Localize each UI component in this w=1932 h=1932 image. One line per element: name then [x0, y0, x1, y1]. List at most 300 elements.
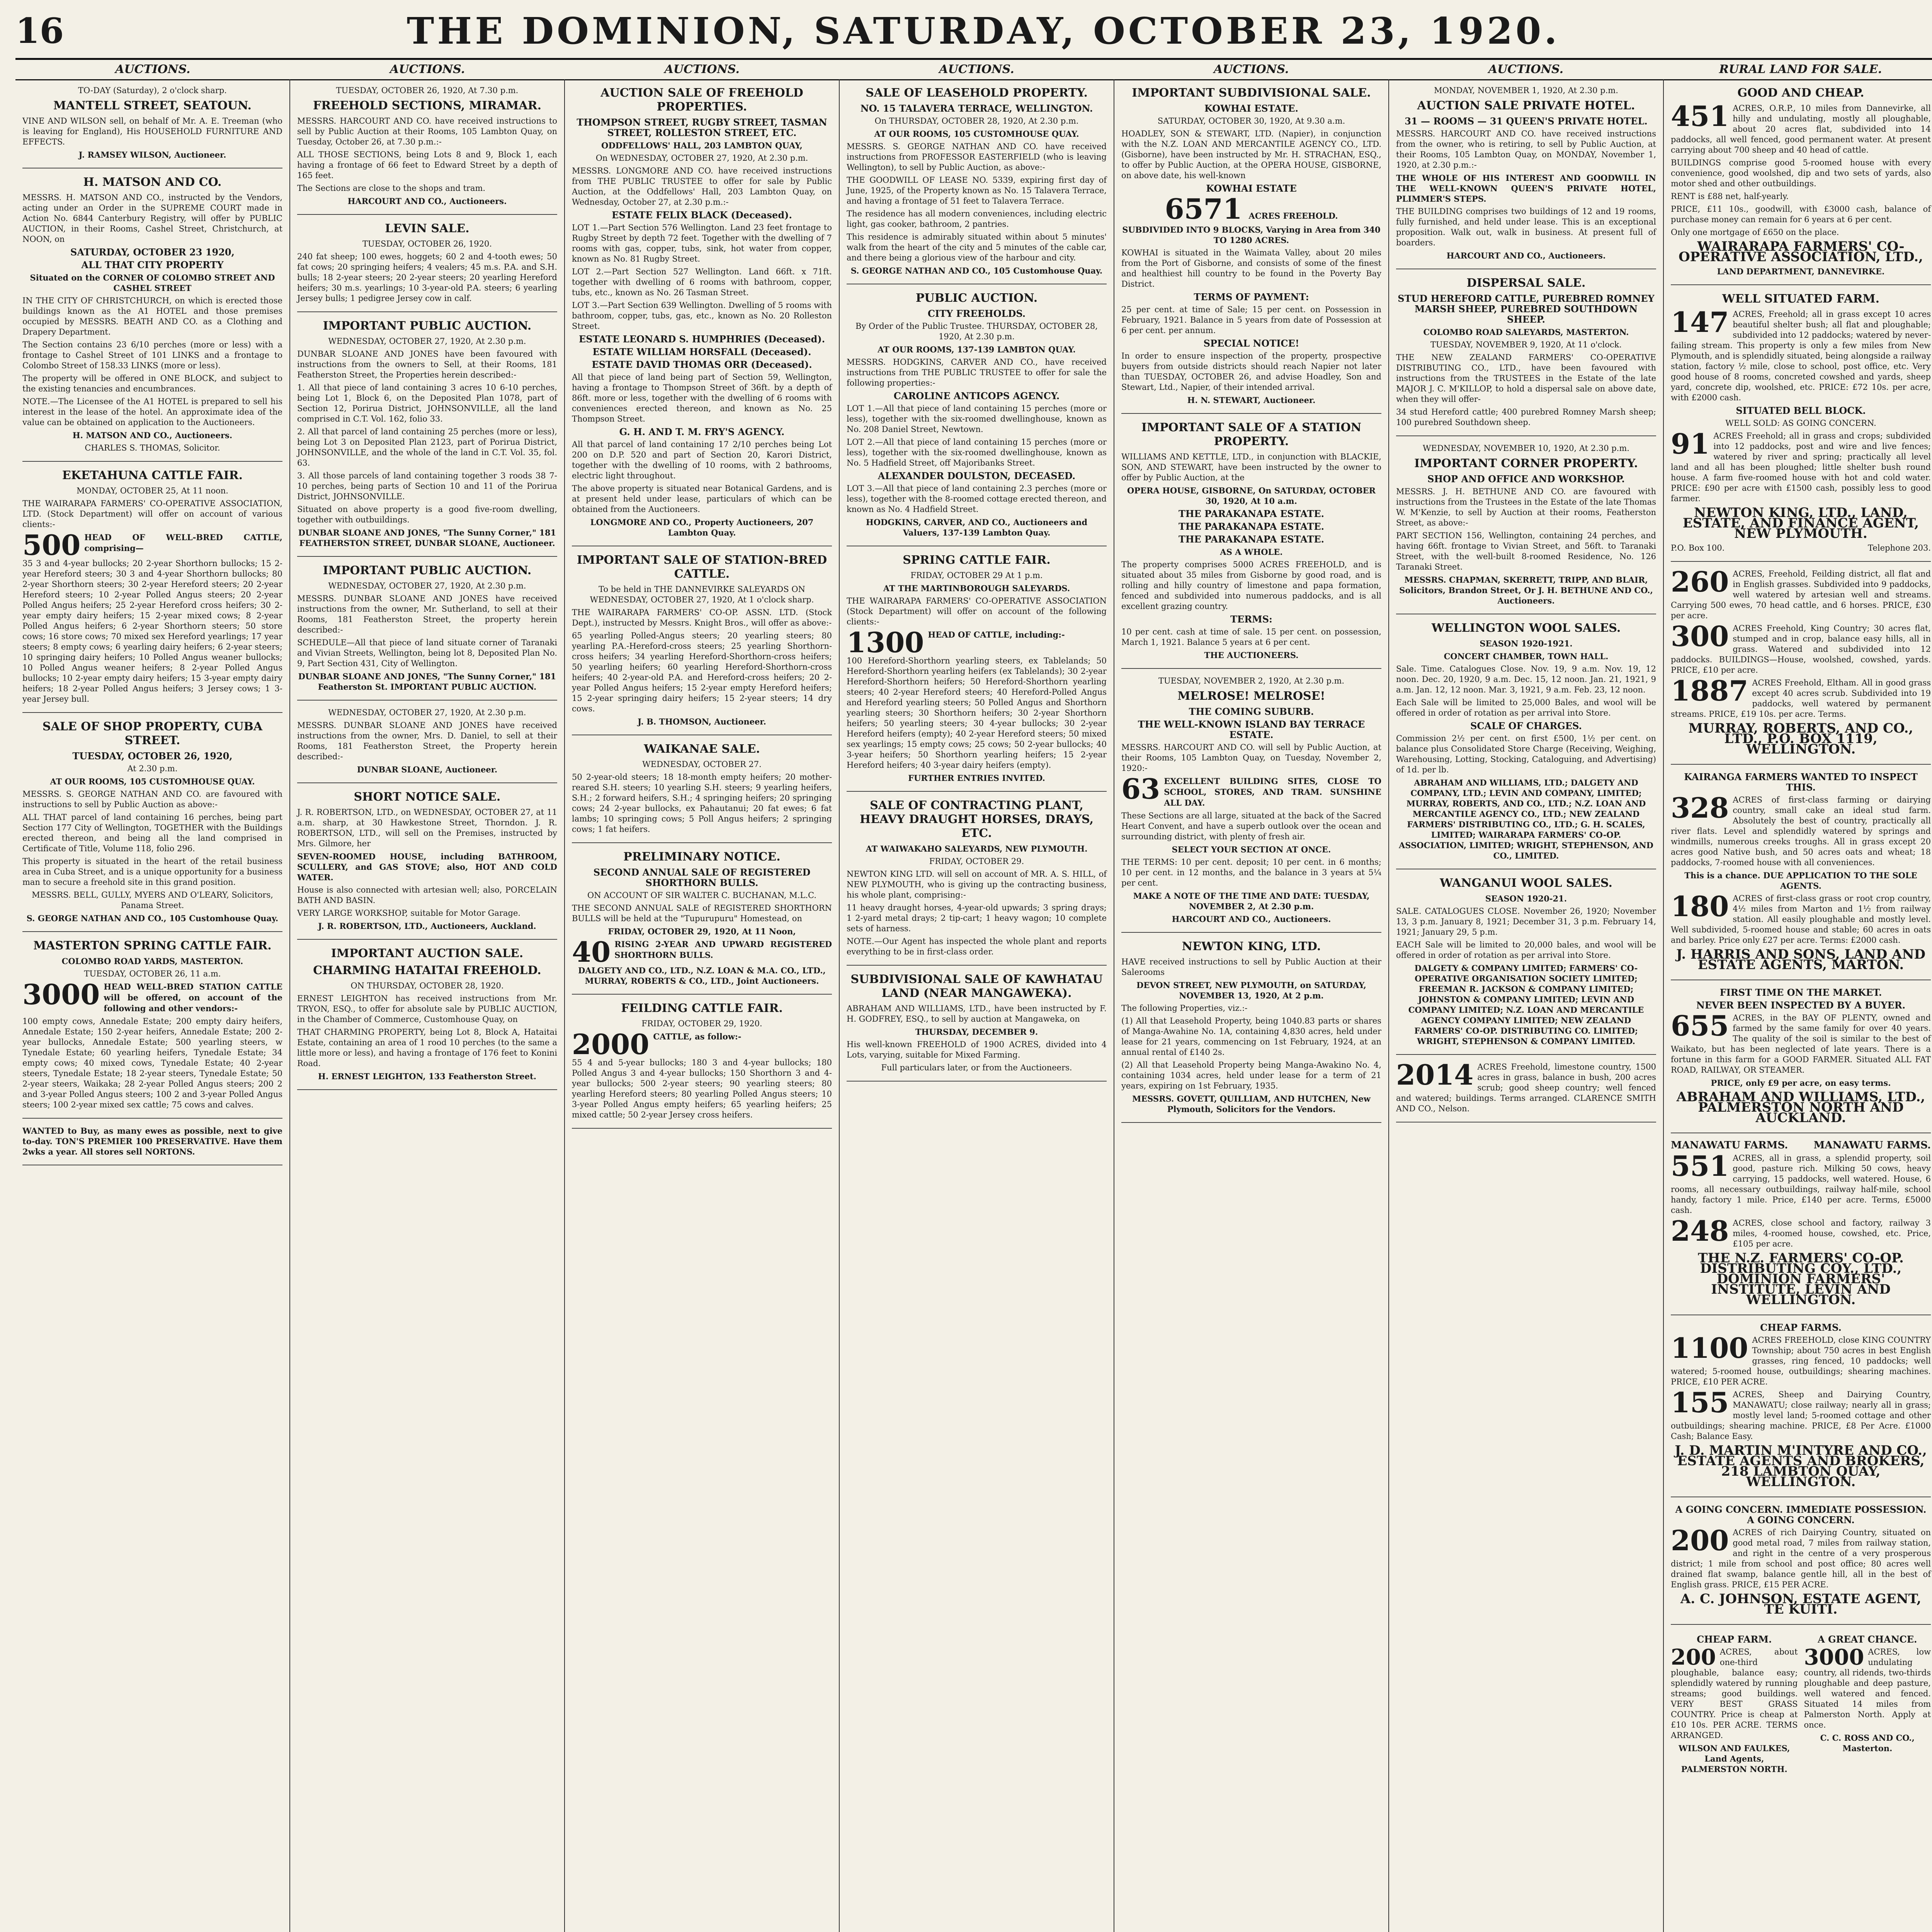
- ad-body: EACH Sale will be limited to 20,000 bales, and wool will be offered in order of rotation as per arrival into Store.: [1396, 940, 1656, 960]
- ad-body: PRICE, £11 10s., goodwill, with £3000 cash, balance of purchase money can remain for 6 years at 6 per cent.: [1671, 204, 1931, 224]
- ad-terms: 10 per cent. cash at time of sale. 15 per cent. on possession, March 1, 1921. Balance 5 years at 6 per cent.: [1121, 627, 1381, 647]
- ad-estate: THE PARAKANAPA ESTATE.: [1178, 508, 1324, 519]
- ad-body: MESSRS. DUNBAR SLOANE AND JONES have received instructions from the owner, Mr. Sutherland, to sell at their Rooms, 181 Featherston Street, the property herein described:-: [297, 594, 557, 634]
- ad-body: 1. All that piece of land containing 3 acres 10 6-10 perches, being Lot 1, Block 6, on the Deposited Plan 1078, part of Section 12, Porirua District, JOHNSONVILLE, all the land comprised in C.T. Vol. 162, folio 33.: [297, 383, 557, 423]
- ad-date: FRIDAY, OCTOBER 29, 1920.: [641, 1019, 762, 1028]
- ad-wellington-wool-sales: [1396, 621, 1656, 869]
- ad-body: MESSRS. H. MATSON AND CO., instructed by the Vendors, acting under an Order in the SUPREME COURT made in Action No. 6844 Canterbury Registry, will offer by PUBLIC AUCTION, in their Rooms, Cashel Street, Christchurch, at NOON, on: [22, 193, 282, 244]
- ad-masterton-spring-fair: [22, 939, 282, 1119]
- ad-subtitle: SEASON 1920-21.: [1485, 894, 1567, 903]
- ad-count: 3000: [1804, 1645, 1864, 1670]
- ad-body: THE BUILDING comprises two buildings of 12 and 19 rooms, fully furnished, and held under lease. This is an exceptional proposition. Walk out, walk in business. At present full of boarders.: [1396, 207, 1656, 247]
- ad-body: MESSRS. S. GEORGE NATHAN AND CO. have received instructions from PROFESSOR EASTERFIELD (who is leaving Wellington), to sell by Public Auction, as above:-: [847, 142, 1107, 172]
- ad-subtitle: SECOND ANNUAL SALE OF REGISTERED SHORTHORN BULLS.: [593, 867, 811, 888]
- newspaper-title: THE DOMINION, SATURDAY, OCTOBER 23, 1920.: [406, 9, 1560, 53]
- page-number: 16: [15, 10, 64, 51]
- ad-estate: ESTATE LEONARD S. HUMPHRIES (Deceased).: [578, 333, 825, 345]
- ad-title: SALE OF LEASEHOLD PROPERTY.: [866, 86, 1088, 100]
- ad-body: THAT CHARMING PROPERTY, being Lot 8, Block A, Hataitai Estate, containing an area of 1 rood 10 perches (to the same a little more or less), and having a frontage of 176 feet to Konini Road.: [297, 1027, 557, 1068]
- ad-signature: H. ERNEST LEIGHTON, 133 Featherston Street.: [318, 1071, 537, 1081]
- ad-list: 100 Hereford-Shorthorn yearling steers, ex Tablelands; 50 Hereford-Shorthorn yearling heifers (ex Tablelands); 30 2-year Hereford-Shorthorn heifers; 50 Hereford-Shorthorn yearling steers; 40 2-year Hereford steers; 40 Hereford-Polled Angus and Hereford yearling steers; 50 Polled Angus and Shorthorn yearling steers; 30 Shorthorn heifers; 30 2-year Shorthorn heifers; 50 yearling steers; 30 4-year bullocks; 30 2-year Hereford heifers (empty); 40 2-year Hereford steers; 50 mixed sex yearlings; 15 empty cows; 25 cows; 50 2-year bullocks; 40 3-year heifers; 50 Shorthorn yearling heifers; 15 2-year Hereford heifers; 40 3-year dairy heifers (empty).: [847, 656, 1107, 770]
- ad-body: THE NEW ZEALAND FARMERS' CO-OPERATIVE DISTRIBUTING CO., LTD., have been favoured with instructions from the TRUSTEES in the Estate of the late MAJOR J. C. M'KILLOP, to hold a dispersal sale on above date, when they will offer-: [1396, 353, 1656, 404]
- ad-location: AT OUR ROOMS, 105 CUSTOMHOUSE QUAY.: [874, 129, 1079, 139]
- ad-johnsonville: [297, 319, 557, 557]
- ad-count: 180: [1671, 890, 1729, 923]
- ad-count: 200: [1671, 1524, 1729, 1557]
- ad-title: A GOING CONCERN. IMMEDIATE POSSESSION. A GOING CONCERN.: [1675, 1504, 1927, 1526]
- ad-body: ACRES, close school and factory, railway 3 miles, 4-roomed house, cowshed, etc. Price, £105 per acre.: [1733, 1218, 1931, 1248]
- ad-estate: ALEXANDER DOULSTON, DECEASED.: [878, 470, 1076, 481]
- ad-date: TUESDAY, NOVEMBER 2, 1920, At 2.30 p.m.: [1158, 676, 1345, 685]
- ad-location: COLOMBO ROAD YARDS, MASTERTON.: [61, 956, 243, 966]
- ad-location: AT OUR ROOMS, 105 CUSTOMHOUSE QUAY.: [50, 777, 255, 786]
- ad-subtitle: NO. 15 TALAVERA TERRACE, WELLINGTON.: [860, 103, 1093, 114]
- ad-body: The property comprises 5000 ACRES FREEHOLD, and is situated about 35 miles from Gisborne by good road, and is rolling and hilly country of limestone and papa formation, fenced and subdivided into numerous paddocks, and is all excellent grazing country.: [1121, 560, 1381, 611]
- column-4: [840, 79, 1114, 1932]
- column-3: [565, 79, 840, 1932]
- ad-signature: DALGETY AND CO., LTD., N.Z. LOAN & M.A. CO., LTD., MURRAY, ROBERTS & CO., LTD., Joint Auctioneers.: [578, 966, 826, 986]
- ad-date: ON THURSDAY, OCTOBER 28, 1920.: [350, 981, 504, 990]
- ad-signature: LONGMORE AND CO., Property Auctioneers, 207 Lambton Quay.: [590, 517, 814, 537]
- ad-date: WEDNESDAY, OCTOBER 27, 1920, At 2.30 p.m.: [328, 337, 526, 346]
- columns: [15, 79, 1932, 1932]
- ad-list: 50 2-year-old steers; 18 18-month empty heifers; 20 mother-reared S.H. steers; 10 yearling S.H. steers; 9 yearling heifers, S.H.; 2 forward heifers, S.H.; 4 springing heifers; 20 springing cows; 24 2-year bullocks, ex Pahautanui; 20 fat ewes; 6 fat lambs; 10 springing cows; 5 Poll Angus heifers; 2 springing cows; 1 fat heifers.: [572, 772, 832, 834]
- ad-newton-king-properties: [1121, 940, 1381, 1123]
- ad-body: ACRES of first-class grass or root crop country, 4½ miles from Marton and 1½ from railway station. All easily ploughable and mostly level. Well subdivided, 5-roomed house and stable; 60 acres in oats and barley. Price only £27 per acre. Terms: £2000 cash.: [1671, 894, 1931, 945]
- ad-subtitle: THE COMING SUBURB.: [1189, 706, 1314, 717]
- ad-body: THE WHOLE OF HIS INTEREST AND GOODWILL IN THE WELL-KNOWN QUEEN'S PRIVATE HOTEL, PLIMMER'S STEPS.: [1396, 173, 1656, 204]
- ad-short-notice: [297, 790, 557, 940]
- ad-body: MESSRS. HARCOURT AND CO. have received instructions from the owner, who is retiring, to sell by Public Auction, at their Rooms, 105 Lambton Quay, on MONDAY, November 1, 1920, at 2.30 p.m.:-: [1396, 129, 1656, 170]
- ad-waikanae-sale: [572, 742, 832, 843]
- ad-time: At 2.30 p.m.: [127, 764, 178, 773]
- ad-signature: NEWTON KING, LTD., LAND, ESTATE, AND FINANCE AGENT, NEW PLYMOUTH.: [1682, 505, 1919, 541]
- ad-body: VERY LARGE WORKSHOP, suitable for Motor Garage.: [297, 908, 521, 918]
- ad-dispersal-sale: [1396, 276, 1656, 436]
- ad-date: On THURSDAY, OCTOBER 28, 1920, At 2.30 p.m.: [874, 116, 1079, 126]
- ad-signature: MURRAY, ROBERTS, AND CO., LTD., P.O. BOX 1119, WELLINGTON.: [1688, 721, 1913, 757]
- ad-body: THE WAIRARAPA FARMERS' CO-OPERATIVE ASSOCIATION (Stock Department) will offer on account of the following clients:-: [847, 596, 1107, 626]
- ad-body: ACRES, O.R.P., 10 miles from Dannevirke, all hilly and undulating, mostly all ploughable, about 20 acres flat, subdivided into 14 paddocks, all well fenced, good permanent water. At present carrying about 700 sheep and 40 head of cattle.: [1671, 104, 1931, 155]
- ad-estate: ESTATE FELIX BLACK (Deceased).: [612, 209, 792, 221]
- ad-signature: C. C. ROSS AND CO., Masterton.: [1820, 1733, 1915, 1753]
- ad-date: WEDNESDAY, OCTOBER 27, 1920, At 2.30 p.m.: [328, 581, 526, 590]
- ad-date: FRIDAY, OCTOBER 29.: [929, 857, 1024, 866]
- ad-melrose: [1121, 676, 1381, 933]
- ad-terms-title: TERMS OF PAYMENT:: [1194, 291, 1309, 303]
- ad-body: Situated on above property is a good five-room dwelling, together with outbuildings.: [297, 505, 557, 524]
- column-7: [1664, 79, 1932, 1932]
- column-head-3: AUCTIONS.: [664, 63, 740, 76]
- ad-signature: MESSRS. GOVETT, QUILLIAM, AND HUTCHEN, New Plymouth, Solicitors for the Vendors.: [1132, 1094, 1371, 1114]
- ad-terms: THE TERMS: 10 per cent. deposit; 10 per cent. in 6 months; 10 per cent. in 12 months, and the balance in 3 years at 5¼ per cent.: [1121, 857, 1381, 888]
- ad-title: IMPORTANT SALE OF STATION-BRED CATTLE.: [577, 553, 827, 581]
- ad-kairanga-farmers: [1671, 772, 1931, 980]
- ad-estate: ESTATE DAVID THOMAS ORR (Deceased).: [592, 359, 812, 370]
- ad-lot: (1) All that Leasehold Property, being 1040.83 parts or shares of Manga-Awahine No. 1A, containing 4,830 acres, held under lease for 21 years, commencing on 1st February, 1924, at an annual rental of £140 2s.: [1121, 1016, 1381, 1057]
- ad-lot: LOT 1.—Part Section 576 Wellington. Land 23 feet frontage to Rugby Street by depth 72 feet. Together with the dwelling of 7 rooms with gas, copper, tubs, sink, hot water from copper, known as No. 81 Rugby Street.: [572, 223, 832, 264]
- ad-feilding-cattle-fair: [572, 1002, 832, 1129]
- ad-special: In order to ensure inspection of the property, prospective buyers from outside districts should reach Napier not later than TUESDAY, OCTOBER 26, and advise Hoadley, Son and Stewart, Ltd., Napier, of their intended arrival.: [1121, 351, 1381, 392]
- ad-body: House is also connected with artesian well; also, PORCELAIN BATH AND BASIN.: [297, 885, 557, 905]
- ad-title: GOOD AND CHEAP.: [1737, 86, 1864, 100]
- ad-queens-private-hotel: [1396, 85, 1656, 269]
- ad-body: DUNBAR SLOANE AND JONES have been favoured with instructions from the owners to Sell, at their Rooms, 181 Featherston Street, the Properties herein described:-: [297, 349, 557, 379]
- ad-estate: THE PARAKANAPA ESTATE.: [1178, 534, 1324, 545]
- ad-title: MELROSE! MELROSE!: [1177, 689, 1325, 703]
- telephone: Telephone 203.: [1868, 543, 1931, 553]
- ad-subtitle: ON ACCOUNT OF SIR WALTER C. BUCHANAN, M.L.C.: [587, 891, 816, 900]
- ad-body: ACRES, Freehold, Feilding district, all flat and in English grasses. Subdivided into 9 paddocks, well watered by artesian well and streams. Carrying 500 ewes, 70 head cattle, and 6 horses. PRICE, £30 per acre.: [1671, 569, 1931, 620]
- ad-matson-christchurch: [22, 175, 282, 462]
- ad-body: HOADLEY, SON & STEWART, LTD. (Napier), in conjunction with the N.Z. LOAN AND MERCANTILE AGENCY CO., LTD. (Gisborne), have been instructed by Mr. H. STRACHAN, ESQ., to offer by Public Auction, at the OPERA HOUSE, GISBORNE, on above date, his well-known: [1121, 129, 1381, 180]
- ad-body: WANTED to Buy, as many ewes as possible, next to give to-day. TON'S PREMIER 100 PRESERVATIVE. Have them 2wks a year. All stores sell NORTONS.: [22, 1126, 282, 1156]
- ad-title: EKETAHUNA CATTLE FAIR.: [62, 469, 243, 482]
- ad-body: HAVE received instructions to sell by Public Auction at their Salerooms: [1121, 957, 1381, 977]
- ad-title-right: MANAWATU FARMS.: [1813, 1139, 1931, 1151]
- ad-body: The Section contains 23 6/10 perches (more or less) with a frontage to Cashel Street of 101 LINKS and a frontage to Colombo Street of 158.33 LINKS (more or less).: [22, 340, 282, 370]
- ad-body: ACRES Freehold, Eltham. All in good grass except 40 acres scrub. Subdivided into 19 paddocks, well watered by permanent streams. PRICE, £19 10s. per acre. Terms.: [1671, 678, 1931, 719]
- ad-body: 3. All those parcels of land containing together 3 roods 38 7-10 perches, being parts of Section 10 and 11 of the Porirua District, JOHNSONVILLE.: [297, 471, 557, 501]
- ad-signature: HARCOURT AND CO., Auctioneers.: [1446, 251, 1606, 260]
- ad-location: DEVON STREET, NEW PLYMOUTH, on SATURDAY, NOVEMBER 13, 1920, At 2 p.m.: [1136, 980, 1366, 1000]
- ad-title: WELL SITUATED FARM.: [1722, 292, 1880, 306]
- ad-wanganui-wool-sales: [1396, 876, 1656, 1055]
- ad-body: IN THE CITY OF CHRISTCHURCH, on which is erected those buildings known as the A1 HOTEL and those premises occupied by MESSRS. BEATH AND CO. as a Clothing and Drapery Department.: [22, 296, 282, 337]
- ad-title: FREEHOLD SECTIONS, MIRAMAR.: [313, 99, 542, 112]
- ad-body: ALL THOSE SECTIONS, being Lots 8 and 9, Block 1, each having a frontage of 66 feet to Edward Street by a depth of 165 feet.: [297, 150, 557, 180]
- ad-count-text: HEAD OF WELL-BRED CATTLE, comprising—: [84, 532, 282, 553]
- column-headers: [15, 58, 1932, 80]
- ad-subtitle: SEASON 1920-1921.: [1480, 639, 1573, 648]
- ad-count: 2000: [572, 1028, 650, 1061]
- ad-body: The above property is situated near Botanical Gardens, and is at present held under lease, particulars of which can be obtained from the Auctioneers.: [572, 484, 832, 514]
- ad-signature: HARCOURT AND CO., Auctioneers.: [1172, 914, 1331, 924]
- ad-lot: LOT 2.—All that piece of land containing 15 perches (more or less), together with the six-roomed dwellinghouse, known as No. 5 Hadfield Street, off Majoribanks Street.: [847, 437, 1107, 468]
- ad-location: COLOMBO ROAD SALEYARDS, MASTERTON.: [1423, 327, 1629, 337]
- ad-signature: H. MATSON AND CO., Auctioneers.: [72, 430, 233, 440]
- ad-daniel-property: [297, 707, 557, 783]
- ad-title: IMPORTANT PUBLIC AUCTION.: [323, 319, 532, 333]
- ad-count: 451: [1671, 100, 1729, 133]
- ad-body: Each Sale will be limited to 25,000 Bales, and wool will be offered in order of rotation as per arrival into Store.: [1396, 698, 1656, 718]
- ad-date: MONDAY, OCTOBER 25, At 11 noon.: [77, 486, 228, 495]
- ad-taranaki-vivian: [297, 564, 557, 701]
- ad-lot: LOT 1.—All that piece of land containing 15 perches (more or less), together with the six-roomed dwellinghouse, known as No. 208 Daniel Street, Newtown.: [847, 404, 1107, 434]
- ad-body: VINE AND WILSON sell, on behalf of Mr. A. E. Treeman (who is leaving for England), His HOUSEHOLD FURNITURE AND EFFECTS.: [22, 116, 282, 146]
- ad-body: MESSRS. HARCOURT AND CO. have received instructions to sell by Public Auction at their Rooms, 105 Lambton Quay, on Tuesday, October 26, at 7.30 p.m.:-: [297, 116, 557, 146]
- ad-body: BUILDINGS comprise good 5-roomed house with every convenience, good woolshed, dip and two sets of yards, also motor shed and other outbuildings.: [1671, 158, 1931, 188]
- ad-location: OPERA HOUSE, GISBORNE, On SATURDAY, OCTOBER 30, 1920, At 10 a.m.: [1127, 486, 1376, 506]
- ad-eketahuna-cattle-fair: [22, 469, 282, 713]
- ad-title: SALE OF CONTRACTING PLANT, HEAVY DRAUGHT HORSES, DRAYS, ETC.: [859, 799, 1094, 840]
- ad-count-text: HEAD OF CATTLE, including:-: [928, 630, 1065, 639]
- ad-title: SALE OF SHOP PROPERTY, CUBA STREET.: [42, 720, 263, 747]
- ad-body: SEVEN-ROOMED HOUSE, including BATHROOM, SCULLERY, and GAS STOVE; also, HOT AND COLD WATER.: [297, 852, 557, 882]
- ad-title: IMPORTANT CORNER PROPERTY.: [1414, 457, 1638, 470]
- ad-title: CHEAP FARMS.: [1760, 1322, 1842, 1333]
- ad-title: WANGANUI WOOL SALES.: [1440, 876, 1612, 890]
- column-head-7: RURAL LAND FOR SALE.: [1719, 63, 1882, 76]
- ad-cheap-farms: [1671, 1322, 1931, 1497]
- ad-miramar-sections: [297, 85, 557, 215]
- ad-title: IMPORTANT SALE OF A STATION PROPERTY.: [1141, 421, 1362, 448]
- ad-lot: (2) All that Leasehold Property being Manga-Awakino No. 4, containing 1034 acres, held under lease for a term of 21 years, expiring on 1st February, 1935.: [1121, 1060, 1381, 1090]
- ad-body: MESSRS. LONGMORE AND CO. have received instructions from THE PUBLIC TRUSTEE to offer for sale by Public Auction, at the Oddfellows' Hall, 203 Lambton Quay, on Wednesday, October 27, at 2.30 p.m.:-: [572, 166, 832, 207]
- ad-signature: HARCOURT AND CO., Auctioneers.: [347, 196, 507, 206]
- ad-body: ACRES Freehold; all in grass and crops; subdivided into 12 paddocks, post and wire and live fences; watered by river and spring; practically all level land and all has been ploughed; little shelter bush round house. A farm five-roomed house with hot and cold water. PRICE: £90 per acre with £1500 cash, possibly less to good farmer.: [1671, 431, 1931, 503]
- ad-count: 200: [1671, 1645, 1716, 1670]
- ad-date: On WEDNESDAY, OCTOBER 27, 1920, At 2.30 p.m.: [595, 153, 808, 163]
- ad-title: LEVIN SALE.: [385, 222, 469, 235]
- ad-signature: ABRAHAM AND WILLIAMS, LTD., PALMERSTON NORTH AND AUCKLAND.: [1676, 1089, 1925, 1126]
- ad-count-text: ACRES FREEHOLD.: [1248, 211, 1338, 221]
- ad-title: PRELIMINARY NOTICE.: [623, 850, 781, 864]
- ad-signature: MESSRS. CHAPMAN, SKERRETT, TRIPP, AND BLAIR, Solicitors, Brandon Street, Or J. H. BETHUNE AND CO., Auctioneers.: [1399, 575, 1653, 605]
- ad-nelson-freehold: [1396, 1058, 1656, 1122]
- ad-body: ERNEST LEIGHTON has received instructions from Mr. TRYON, ESQ., to offer for absolute sale by PUBLIC AUCTION, in the Chamber of Commerce, Customhouse Quay, on: [297, 994, 557, 1024]
- ad-martinborough-fair: [847, 553, 1107, 792]
- ad-note: FURTHER ENTRIES INVITED.: [908, 773, 1045, 783]
- ad-table: SALE. CATALOGUES CLOSE. November 26, 1920; November 13, 3 p.m. January 8, 1921; December 31, 3 p.m. February 14, 1921; January 29, 5 p.m.: [1396, 906, 1656, 937]
- ad-body: PRICE, only £9 per acre, on easy terms.: [1711, 1078, 1891, 1088]
- ad-parakanapa-estate: [1121, 421, 1381, 669]
- ad-location: To be held in THE DANNEVIRKE SALEYARDS ON WEDNESDAY, OCTOBER 27, 1920, At 1 o'clock sharp.: [590, 585, 814, 604]
- ad-title: WELLINGTON WOOL SALES.: [1431, 621, 1621, 635]
- ad-body: ACRES, about one-third ploughable, balance easy; splendidly watered by running streams; good buildings. VERY BEST GRASS COUNTRY. Price is cheap at £10 10s. PER ACRE. TERMS ARRANGED.: [1671, 1647, 1798, 1740]
- ad-note: Full particulars later, or from the Auctioneers.: [881, 1063, 1072, 1072]
- ad-good-and-cheap: [1671, 86, 1931, 285]
- ad-charges-title: SCALE OF CHARGES.: [1470, 720, 1582, 731]
- ad-count: 1887: [1671, 674, 1748, 707]
- ad-solicitor: CHARLES S. THOMAS, Solicitor.: [85, 443, 220, 452]
- ad-title: IMPORTANT AUCTION SALE.: [331, 947, 524, 960]
- ad-body: ALL THAT parcel of land containing 16 perches, being part Section 177 City of Wellington, TOGETHER with the Buildings erected thereon, and being all the land comprised in Certificate of Title, Volume 118, folio 296.: [22, 813, 282, 853]
- ad-corner-property: [1396, 443, 1656, 614]
- ad-body: THE SECOND ANNUAL SALE of REGISTERED SHORTHORN BULLS will be held at the "Tupurupuru" Homestead, on: [572, 903, 832, 923]
- ad-title: WAIKANAE SALE.: [644, 742, 760, 756]
- ad-title: FIRST TIME ON THE MARKET.: [1719, 987, 1882, 998]
- ad-count: 147: [1671, 306, 1729, 338]
- ad-title: MASTERTON SPRING CATTLE FAIR.: [33, 939, 272, 952]
- ad-date: MONDAY, NOVEMBER 1, 1920, At 2.30 p.m.: [1434, 86, 1618, 95]
- ad-signature: THE AUCTIONEERS.: [1204, 650, 1299, 660]
- ad-estate: CAROLINE ANTICOPS AGENCY.: [893, 390, 1060, 401]
- ad-body: THE GOODWILL OF LEASE NO. 5339, expiring first day of June, 1925, of the Property known as No. 15 Talavera Terrace, and having a frontage of 51 feet to Talavera Terrace.: [847, 175, 1107, 206]
- ad-count: 1300: [847, 626, 924, 659]
- ad-solicitor: MESSRS. BELL, GULLY, MYERS AND O'LEARY, Solicitors, Panama Street.: [32, 890, 273, 910]
- ad-list: 35 3 and 4-year bullocks; 20 2-year Shorthorn bullocks; 15 2-year Hereford steers; 30 3 and 4-year Shorthorn bullocks; 80 2-year Shorthorn steers; 30 2-year Hereford steers; 20 2-year Hereford steers; 10 2-year Polled Angus steers; 20 2-year Polled Angus heifers; 25 2-year Hereford cross heifers; 30 2-year empty dairy heifers; 15 2-year mixed cows; 8 2-year Polled Angus heifers; 6 2-year Shorthorn steers; 50 store cows; 16 store cows; 70 mixed sex Hereford yearlings; 17 year steers; 8 empty cows; 6 yearling dairy heifers; 6 2-year steers; 10 springing dairy heifers; 10 Polled Angus weaner bullocks; 10 Polled Angus weaner heifers; 8 2-year Polled Angus bullocks; 10 2-year empty dairy heifers; 15 3-year empty dairy heifers; 18 2-year Polled Angus heifers; 3 Jersey cows; 1 3-year Jersey bull.: [22, 559, 282, 704]
- ad-title: NEWTON KING, LTD.: [1182, 940, 1321, 953]
- ad-subtitle: SHOP AND OFFICE AND WORKSHOP.: [1427, 473, 1625, 485]
- ad-title: AUCTION SALE PRIVATE HOTEL.: [1417, 99, 1635, 112]
- ad-body: The following Properties, viz.:-: [1121, 1003, 1248, 1013]
- ad-body: RENT is £88 net, half-yearly.: [1671, 192, 1789, 201]
- ad-levin-sale: [297, 222, 557, 312]
- ad-body: ACRES, Sheep and Dairying Country, MANAWATU; close railway; nearly all in grass; mostly level land; 5-roomed cottage and other outbuildings; shearing machine. PRICE, £8 Per Acre. £1000 Cash; Balance Easy.: [1671, 1390, 1931, 1441]
- ad-body: This residence is admirably situated within about 5 minutes' walk from the heart of the city and 5 minutes of the cable car, and there being a glorious view of the harbour and city.: [847, 232, 1107, 262]
- column-head-2: AUCTIONS.: [389, 63, 465, 76]
- ad-subtitle: STUD HEREFORD CATTLE, PUREBRED ROMNEY MARSH SHEEP, PUREBRED SOUTHDOWN SHEEP.: [1398, 293, 1655, 325]
- ad-location: ODDFELLOWS' HALL, 203 LAMBTON QUAY,: [601, 141, 803, 150]
- ad-body: All that piece of land being part of Section 59, Wellington, having a frontage to Thompson Street of 36ft. by a depth of 86ft. more or less, together with the dwelling of 6 rooms with conveniences erected thereon, and known as No. 25 Thompson Street.: [572, 372, 832, 423]
- ad-signature: J. RAMSEY WILSON, Auctioneer.: [78, 150, 226, 160]
- ad-bay-of-plenty: [1671, 987, 1931, 1133]
- ad-title: PUBLIC AUCTION.: [915, 291, 1038, 305]
- ad-title: A GREAT CHANCE.: [1818, 1634, 1917, 1645]
- ad-date: FRIDAY, OCTOBER 29 At 1 p.m.: [910, 571, 1043, 580]
- ad-murray-roberts-farms: [1671, 565, 1931, 765]
- ad-signature: J. R. ROBERTSON, LTD., Auctioneers, Auckland.: [318, 921, 536, 931]
- ad-body: His well-known FREEHOLD of 1900 ACRES, divided into 4 Lots, varying, suitable for Mixed Farming.: [847, 1040, 1107, 1060]
- ad-date: TUESDAY, NOVEMBER 9, 1920, At 11 o'clock.: [1430, 340, 1622, 349]
- ad-body: ACRES, all in grass, a splendid property, soil good, pasture rich. Milking 50 cows, heavy carrying, 15 paddocks, well watered. House, 6 rooms, all necessary outbuildings, railway half-mile, school handy, factory 1 mile. Price, £140 per acre. Terms, £5000 cash.: [1671, 1153, 1931, 1215]
- ad-body: PART SECTION 156, Wellington, containing 24 perches, and having 66ft. frontage to Vivian Street, and 56ft. to Taranaki Street, with the well-built 8-roomed Residence, No. 126 Taranaki Street.: [1396, 531, 1656, 571]
- ad-body: THE WAIRARAPA FARMERS' CO-OPERATIVE ASSOCIATION, LTD. (Stock Department) will offer on account of various clients:-: [22, 499, 282, 529]
- ad-body: 2. All that parcel of land containing 25 perches (more or less), being Lot 3 on Deposited Plan 2123, part of Porirua District, JOHNSONVILLE, and the whole of the land in C.T. Vol. 35, fol. 63.: [297, 427, 557, 468]
- ad-count: 6571: [1165, 192, 1242, 225]
- ad-cuba-street: [22, 720, 282, 932]
- ad-subtitle: CITY FREEHOLDS.: [927, 308, 1026, 319]
- ad-charges: Commission 2½ per cent. on first £500, 1½ per cent. on balance plus Consolidated Store Charge (Receiving, Weighing, Warehousing, Lotting, Stocking, Cataloguing, and Advertising) of 1d. per lb.: [1396, 734, 1656, 774]
- ad-date: WEDNESDAY, OCTOBER 27.: [642, 760, 762, 769]
- ad-signature: A. C. JOHNSON, ESTATE AGENT, TE KUITI.: [1680, 1591, 1922, 1617]
- ad-signature: S. GEORGE NATHAN AND CO., 105 Customhouse Quay.: [850, 266, 1103, 276]
- ad-date: TUESDAY, OCTOBER 26, 1920.: [362, 239, 492, 248]
- ad-note: NOTE.—The Licensee of the A1 HOTEL is prepared to sell his interest in the lease of the hotel. An approximate idea of the value can be obtained on application to the Auctioneers.: [22, 397, 282, 427]
- ad-signature: DUNBAR SLOANE, Auctioneer.: [357, 765, 498, 774]
- ad-body: ACRES, Freehold; all in grass except 10 acres beautiful shelter bush; all flat and ploughable; subdivided into 12 paddocks; watered by never-failing stream. This property is only a few miles from New Plymouth, and is splendidly situated, being alongside a railway station, factory ½ mile, close to school, post office, etc. Very good house of 8 rooms, concreted cowshed and yards, sheep yard, concrete dip, woolshed, etc. PRICE: £72 10s. per acre, with £2000 cash.: [1671, 310, 1931, 402]
- ad-table: Sale. Time. Catalogues Close. Nov. 19, 9 a.m. Nov. 19, 12 noon. Dec. 20, 1920, 9 a.m. Dec. 15, 12 noon. Jan. 21, 1921, 9 a.m. Jan. 12, 12 noon. Mar. 3, 1921, 9 a.m. Feb. 23, 12 noon.: [1396, 664, 1656, 694]
- ad-count-text: RISING 2-YEAR AND UPWARD REGISTERED SHORTHORN BULLS.: [614, 939, 832, 960]
- ad-body: ACRES of rich Dairying Country, situated on good metal road, 7 miles from railway station, and right in the centre of a very prosperous district; 1 mile from school and post office; 80 acres well drained flat swamp, balance gentle hill, all in the best of English grass. PRICE, £15 PER ACRE.: [1671, 1528, 1931, 1589]
- ad-title: IMPORTANT SUBDIVISIONAL SALE.: [1132, 86, 1371, 100]
- ad-estate: THE PARAKANAPA ESTATE.: [1178, 521, 1324, 532]
- ad-kowhai-estate: [1121, 86, 1381, 414]
- ad-freehold-properties: [572, 86, 832, 546]
- ad-list: 100 empty cows, Annedale Estate; 200 empty dairy heifers, Annedale Estate; 150 2-year heifers, Annedale Estate; 200 2-year bullocks, Annedale Estate; 500 yearling steers, w Tynedale Estate; 60 yearling heifers, Tynedale Estate; 34 empty cows; 40 mixed cows, Tynedale Estate; 40 2-year steers, Tynedale Estate; 18 2-year steers, Tynedale Estate; 50 2-year steers, Waikaka; 28 2-year Polled Angus steers; 200 2 and 3-year Polled Angus steers; 100 2 and 3-year Polled Angus steers; 100 2-year mixed sex cattle; 75 cows and calves.: [22, 1017, 282, 1109]
- ad-title: MANTELL STREET, SEATOUN.: [53, 99, 252, 112]
- ad-signature: DUNBAR SLOANE AND JONES, "The Sunny Corner," 181 Featherston St. IMPORTANT PUBLIC AUCTION.: [298, 672, 556, 692]
- ad-count: 91: [1671, 427, 1710, 460]
- ad-manawatu-farms: [1671, 1140, 1931, 1315]
- ad-title: DISPERSAL SALE.: [1466, 276, 1586, 290]
- ad-title: KAIRANGA FARMERS WANTED TO INSPECT THIS.: [1684, 771, 1918, 793]
- ad-count: 328: [1671, 791, 1729, 824]
- ad-going-concern: [1671, 1504, 1931, 1625]
- ad-talavera-terrace: [847, 86, 1107, 284]
- ad-body: MAKE A NOTE OF THE TIME AND DATE: TUESDAY, NOVEMBER 2, At 2.30 p.m.: [1133, 891, 1370, 911]
- column-head-5: AUCTIONS.: [1214, 63, 1289, 76]
- ad-count: 63: [1121, 772, 1160, 805]
- ad-body: The residence has all modern conveniences, including electric light, gas cooker, bathroom, 2 pantries.: [847, 209, 1107, 229]
- ad-terms: 25 per cent. at time of Sale; 15 per cent. on Possession in February, 1921. Balance in 5 years from date of Possession at 6 per cent. per annum.: [1121, 305, 1381, 335]
- ad-body: ACRES of first-class farming or dairying country, small cake an ideal stud farm. Absolutely the best of country, practically all river flats. Level and splendidly watered by springs and windmills, numerous creeks troughs. All in grass except 20 acres good Native bush, and 50 acres oats and wheat; 18 paddocks, 7-roomed house with all conveniences.: [1671, 795, 1931, 867]
- ad-count: 655: [1671, 1009, 1729, 1042]
- ad-signature: WILSON AND FAULKES, Land Agents, PALMERSTON NORTH.: [1679, 1743, 1790, 1774]
- ad-body: MESSRS. S. GEORGE NATHAN AND CO. are favoured with instructions to sell by Public Auction as above:-: [22, 789, 282, 809]
- ad-wanted: [22, 1126, 282, 1165]
- ad-subtitle: THOMPSON STREET, RUGBY STREET, TASMAN STREET, ROLLESTON STREET, ETC.: [577, 117, 827, 138]
- ad-note: NOTE.—Our Agent has inspected the whole plant and reports everything to be in first-class order.: [847, 937, 1107, 956]
- ad-subtitle: LAND DEPARTMENT, DANNEVIRKE.: [1717, 267, 1885, 276]
- ad-title: SUBDIVISIONAL SALE OF KAWHATAU LAND (NEAR MANGAWEKA).: [850, 973, 1103, 1000]
- ad-subtitle: WELL SOLD: AS GOING CONCERN.: [1725, 418, 1876, 428]
- ad-list: 34 stud Hereford cattle; 400 purebred Romney Marsh sheep; 100 purebred Southdown sheep.: [1396, 407, 1656, 427]
- column-head-1: AUCTIONS.: [115, 63, 190, 76]
- ad-body: J. R. ROBERTSON, LTD., on WEDNESDAY, OCTOBER 27, at 11 a.m. sharp, at 30 Hawkestone Street, Thorndon. J. R. ROBERTSON, LTD., will sell on the Premises, instructed by Mrs. Gilmore, her: [297, 808, 557, 848]
- ad-title: AUCTION SALE OF FREEHOLD PROPERTIES.: [600, 86, 803, 114]
- ad-subtitle: SITUATED BELL BLOCK.: [1736, 405, 1866, 416]
- ad-shorthorn-bulls: [572, 850, 832, 995]
- ad-list: 55 4 and 5-year bullocks; 180 3 and 4-year bullocks; 180 Polled Angus 3 and 4-year bullocks; 150 Shorthorn 3 and 4-year bullocks; 500 2-year steers; 90 yearling steers; 80 yearling Hereford steers; 80 yearling Polled Angus steers; 10 3-year Polled Angus empty heifers; 65 yearling heifers; 25 mixed cattle; 50 2-year Jersey cross heifers.: [572, 1058, 832, 1119]
- ad-city-freeholds: [847, 291, 1107, 546]
- ad-body: This is a chance. DUE APPLICATION TO THE SOLE AGENTS.: [1684, 871, 1917, 891]
- ad-body: MESSRS. HARCOURT AND CO. will sell by Public Auction, at their Rooms, 105 Lambton Quay, on Tuesday, November 2, 1920:-: [1121, 743, 1381, 773]
- ad-body: WILLIAMS AND KETTLE, LTD., in conjunction with BLACKIE, SON, AND STEWART, have been instructed by the owner to offer by Public Auction, at the: [1121, 452, 1381, 482]
- ad-lot: LOT 3.—Part Section 639 Wellington. Dwelling of 5 rooms with bathroom, copper, tubs, gas, etc., known as No. 20 Rolleston Street.: [572, 301, 832, 331]
- ad-location: AT OUR ROOMS, 137-139 LAMBTON QUAY.: [878, 345, 1076, 354]
- ad-body: The Sections are close to the shops and tram.: [297, 184, 486, 193]
- ad-title: FEILDING CATTLE FAIR.: [621, 1002, 783, 1015]
- ad-subtitle: KOWHAI ESTATE.: [1204, 103, 1298, 114]
- ad-body: These Sections are all large, situated at the back of the Sacred Heart Convent, and have a superb outlook over the ocean and surrounding district, with plenty of fresh air.: [1121, 811, 1381, 841]
- ad-count: 3000: [22, 978, 100, 1011]
- column-6: [1389, 79, 1664, 1932]
- ad-signature: DALGETY & COMPANY LIMITED; FARMERS' CO-OPERATIVE ORGANISATION SOCIETY LIMITED; FREEMAN R. JACKSON & COMPANY LIMITED; JOHNSTON & COMPANY LIMITED; LEVIN AND COMPANY LIMITED; N.Z. LOAN AND MERCANTILE AGENCY COMPANY LIMITED; NEW ZEALAND FARMERS' CO-OP. DISTRIBUTING CO. LIMITED; WRIGHT, STEPHENSON & COMPANY LIMITED.: [1408, 963, 1644, 1046]
- ad-date: WEDNESDAY, NOVEMBER 10, 1920, At 2.30 p.m.: [1423, 444, 1629, 453]
- ad-title: CHEAP FARM.: [1697, 1634, 1772, 1645]
- ad-subtitle: CHARMING HATAITAI FREEHOLD.: [313, 964, 541, 977]
- ad-body: MESSRS. J. H. BETHUNE AND CO. are favoured with instructions from the Trustees in the Estate of the late Thomas W. M'Kenzie, to sell by Auction at their rooms, Featherston Street, as above:-: [1396, 487, 1656, 527]
- ad-date: SATURDAY, OCTOBER 23 1920,: [70, 247, 235, 258]
- ad-date: TO-DAY (Saturday), 2 o'clock sharp.: [78, 86, 227, 95]
- ad-body: Only one mortgage of £650 on the place.: [1671, 228, 1839, 237]
- ad-dannevirke-cattle: [572, 553, 832, 735]
- ad-list: 240 fat sheep; 100 ewes, hoggets; 60 2 and 4-tooth ewes; 50 fat cows; 20 springing heifers; 4 vealers; 45 m.s. P.A. and S.H. bulls; 18 2-year steers; 20 2-year steers; 20 yearling Hereford heifers; 30 m.s. yearlings; 10 3-year-old P.A. steers; 6 yearling Jersey bulls; 1 pedigree Jersey cow in calf.: [297, 252, 557, 303]
- ad-list: 11 heavy draught horses, 4-year-old upwards; 3 spring drays; 1 2-yard metal drays; 2 tip-cart; 1 heavy wagon; 10 complete sets of harness.: [847, 903, 1107, 933]
- ad-count-text: HEAD WELL-BRED STATION CATTLE will be offered, on account of the following and other vendors:-: [104, 982, 282, 1013]
- column-1: [15, 79, 290, 1932]
- column-head-4: AUCTIONS.: [939, 63, 1014, 76]
- ad-count: 500: [22, 529, 81, 561]
- ad-date: SATURDAY, OCTOBER 30, 1920, At 9.30 a.m.: [1157, 116, 1345, 126]
- ad-body: SELECT YOUR SECTION AT ONCE.: [1172, 845, 1331, 854]
- ad-special-title: SPECIAL NOTICE!: [1203, 338, 1299, 349]
- ad-count: 1100: [1671, 1332, 1748, 1364]
- ad-signature: WAIRARAPA FARMERS' CO-OPERATIVE ASSOCIATION, LTD.,: [1679, 239, 1923, 265]
- ad-title: SPRING CATTLE FAIR.: [903, 553, 1051, 567]
- po-box: P.O. Box 100.: [1671, 543, 1725, 553]
- ad-kawhatau-land: [847, 973, 1107, 1082]
- ad-count: 300: [1671, 620, 1729, 653]
- ad-title: MANAWATU FARMS.: [1671, 1139, 1788, 1151]
- ad-signature: J. D. MARTIN M'INTYRE AND CO., ESTATE AGENTS AND BROKERS, 218 LAMBTON QUAY, WELLINGTON.: [1675, 1443, 1927, 1490]
- ad-title: H. MATSON AND CO.: [83, 175, 222, 189]
- ad-count: 155: [1671, 1386, 1729, 1419]
- ad-body: ACRES FREEHOLD, close KING COUNTRY Township; about 750 acres in best English grasses, ring fenced, 10 paddocks; well watered; 5-roomed house, outbuildings; shearing machines. PRICE, £10 PER ACRE.: [1671, 1335, 1931, 1386]
- ad-title: IMPORTANT PUBLIC AUCTION.: [323, 564, 532, 577]
- ad-title: SHORT NOTICE SALE.: [354, 790, 501, 804]
- ad-signature: HODGKINS, CARVER, AND CO., Auctioneers and Valuers, 137-139 Lambton Quay.: [866, 517, 1088, 537]
- ad-body: MESSRS. HODGKINS, CARVER AND CO., have received instructions from THE PUBLIC TRUSTEE to offer for sale the following properties:-: [847, 357, 1107, 388]
- column-5: [1114, 79, 1389, 1932]
- ad-subtitle: ALL THAT CITY PROPERTY: [81, 259, 224, 270]
- ad-count: 248: [1671, 1214, 1729, 1247]
- ad-location: AT THE MARTINBOROUGH SALEYARDS.: [883, 583, 1070, 593]
- ad-signature: S. GEORGE NATHAN AND CO., 105 Customhouse Quay.: [26, 913, 279, 923]
- ad-count: 2014: [1396, 1058, 1474, 1091]
